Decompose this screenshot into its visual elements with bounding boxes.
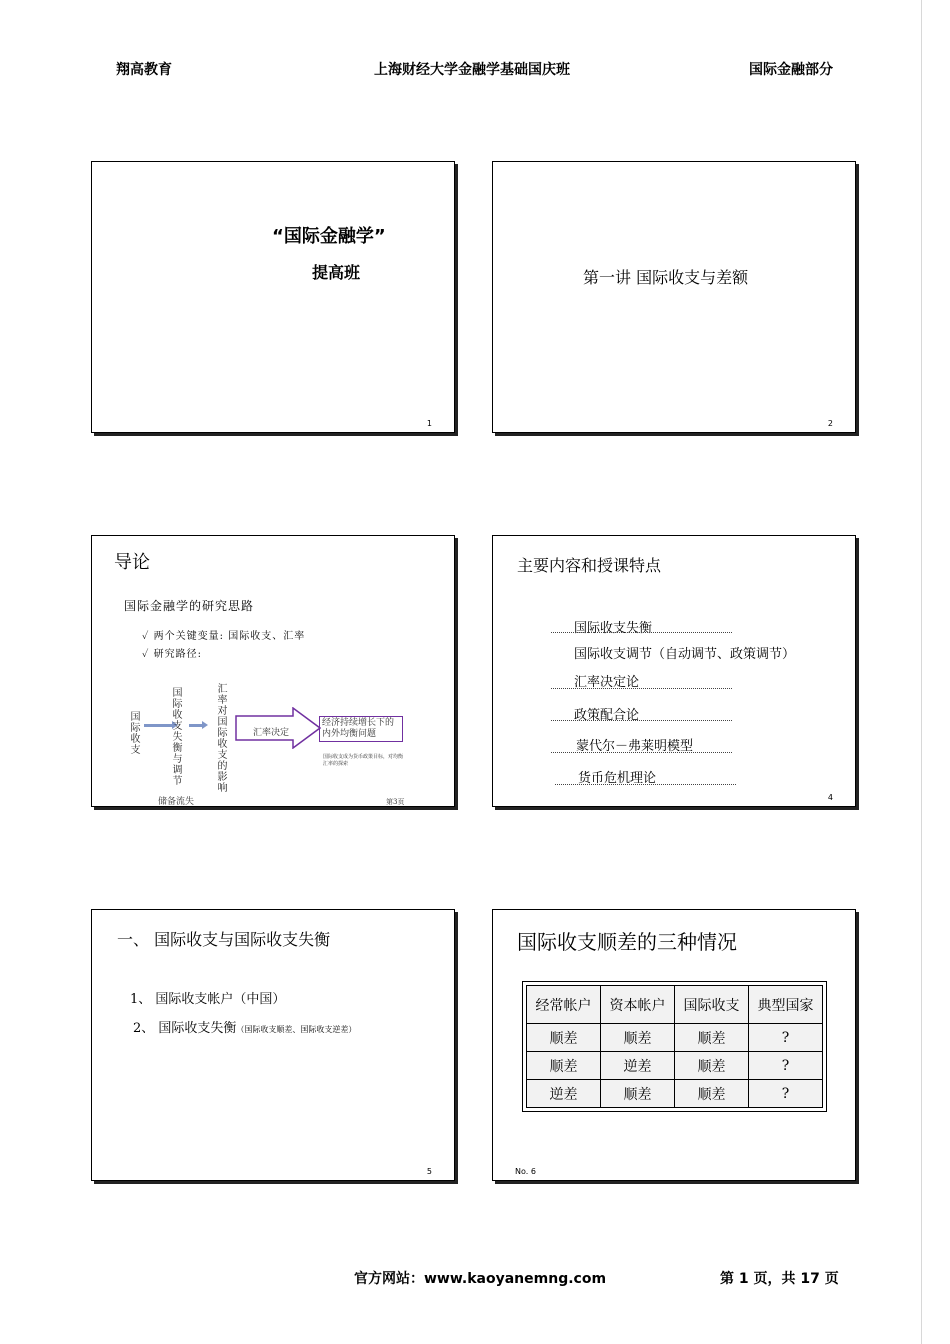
dotted-rule xyxy=(551,720,732,721)
slide-3 xyxy=(91,535,455,807)
slide-2-page-number: 2 xyxy=(827,419,833,428)
dotted-rule xyxy=(551,752,732,753)
slide-4 xyxy=(492,535,856,807)
table-header-cell: 国际收支 xyxy=(675,986,749,1024)
small-note: 国际收支成为货币政策目标，对均衡汇率的探索 xyxy=(323,754,404,767)
table-row xyxy=(527,1080,823,1108)
table-header-row xyxy=(527,986,823,1024)
slide-5-title: 一、 国际收支与国际收支失衡 xyxy=(117,930,331,949)
slide-3-bullet-2: ✓ 研究路径: xyxy=(142,649,203,660)
content-item-1: 国际收支失衡 xyxy=(574,621,653,636)
dotted-rule xyxy=(551,688,732,689)
table-header-cell: 典型国家 xyxy=(749,986,823,1024)
slide-5-item-1: 1、 国际收支帐户（中国） xyxy=(130,992,286,1007)
table-row xyxy=(527,1052,823,1080)
dotted-rule xyxy=(551,632,732,633)
header-center: 上海财经大学金融学基础国庆班 xyxy=(374,62,570,78)
table-cell: 顺差 xyxy=(601,1080,675,1108)
table-cell: ? xyxy=(749,1024,823,1052)
slide-6 xyxy=(492,909,856,1181)
arrow-label: 汇率决定 xyxy=(253,728,290,738)
header-left: 翔高教育 xyxy=(116,62,172,78)
bottom-label: 储备流失 xyxy=(158,797,195,807)
slide-6-page-number: No. 6 xyxy=(515,1167,536,1176)
check-icon: ✓ xyxy=(142,631,154,642)
footer-site: 官方网站：www.kaoyanemng.com xyxy=(354,1271,607,1287)
content-item-3: 汇率决定论 xyxy=(574,675,640,690)
content-item-4: 政策配合论 xyxy=(574,708,640,723)
table-cell: 逆差 xyxy=(601,1052,675,1080)
content-item-5: 蒙代尔－弗莱明模型 xyxy=(576,739,694,754)
balance-table xyxy=(526,985,823,1108)
content-item-6: 货币危机理论 xyxy=(578,771,657,786)
flow-col-balance: 国际收支 xyxy=(130,712,141,756)
slide-3-title: 导论 xyxy=(114,552,150,573)
table-cell: 顺差 xyxy=(527,1024,601,1052)
dotted-rule xyxy=(555,784,736,785)
table-cell: ? xyxy=(749,1080,823,1108)
flow-col-imbalance: 国际收支失衡与调节 xyxy=(172,688,183,787)
header-right: 国际金融部分 xyxy=(749,62,833,78)
slide-1-title: “国际金融学” xyxy=(272,226,386,247)
page-edge-rule xyxy=(921,0,922,1344)
growth-balance-box: 经济持续增长下的内外均衡问题 xyxy=(319,716,403,742)
content-item-2: 国际收支调节（自动调节、政策调节） xyxy=(574,647,796,662)
slide-5-page-number: 5 xyxy=(426,1167,432,1176)
check-icon: ✓ xyxy=(142,649,154,660)
slide-2 xyxy=(492,161,856,433)
slide-3-page-number: 第3页 xyxy=(386,798,405,806)
slide-5 xyxy=(91,909,455,1181)
slide-1-subtitle: 提高班 xyxy=(312,263,361,282)
flow-arrow-icon xyxy=(144,724,174,727)
slide-4-title: 主要内容和授课特点 xyxy=(517,556,662,575)
slide-3-bullet-1: ✓ 两个关键变量: 国际收支、汇率 xyxy=(142,631,306,642)
flow-arrowhead-icon xyxy=(202,721,208,729)
flow-arrow-icon xyxy=(189,724,203,727)
slide-4-page-number: 4 xyxy=(827,793,833,802)
table-cell: 顺差 xyxy=(675,1024,749,1052)
slide-3-heading: 国际金融学的研究思路 xyxy=(124,599,255,613)
table-cell: 顺差 xyxy=(675,1080,749,1108)
footer-page: 第 1 页，共 17 页 xyxy=(720,1271,839,1287)
slide-6-title: 国际收支顺差的三种情况 xyxy=(517,930,737,954)
slide-2-title: 第一讲 国际收支与差额 xyxy=(583,268,749,287)
table-cell: 逆差 xyxy=(527,1080,601,1108)
table-row xyxy=(527,1024,823,1052)
table-cell: 顺差 xyxy=(601,1024,675,1052)
table-cell: 顺差 xyxy=(527,1052,601,1080)
flow-col-exchange-rate: 汇率对国际收支的影响 xyxy=(217,684,228,794)
table-header-cell: 经常帐户 xyxy=(527,986,601,1024)
slide-1-page-number: 1 xyxy=(426,419,432,428)
table-cell: 顺差 xyxy=(675,1052,749,1080)
table-header-cell: 资本帐户 xyxy=(601,986,675,1024)
slide-1 xyxy=(91,161,455,433)
slide-5-item-2: 2、 国际收支失衡（国际收支顺差、国际收支逆差） xyxy=(133,1021,357,1036)
table-cell: ? xyxy=(749,1052,823,1080)
